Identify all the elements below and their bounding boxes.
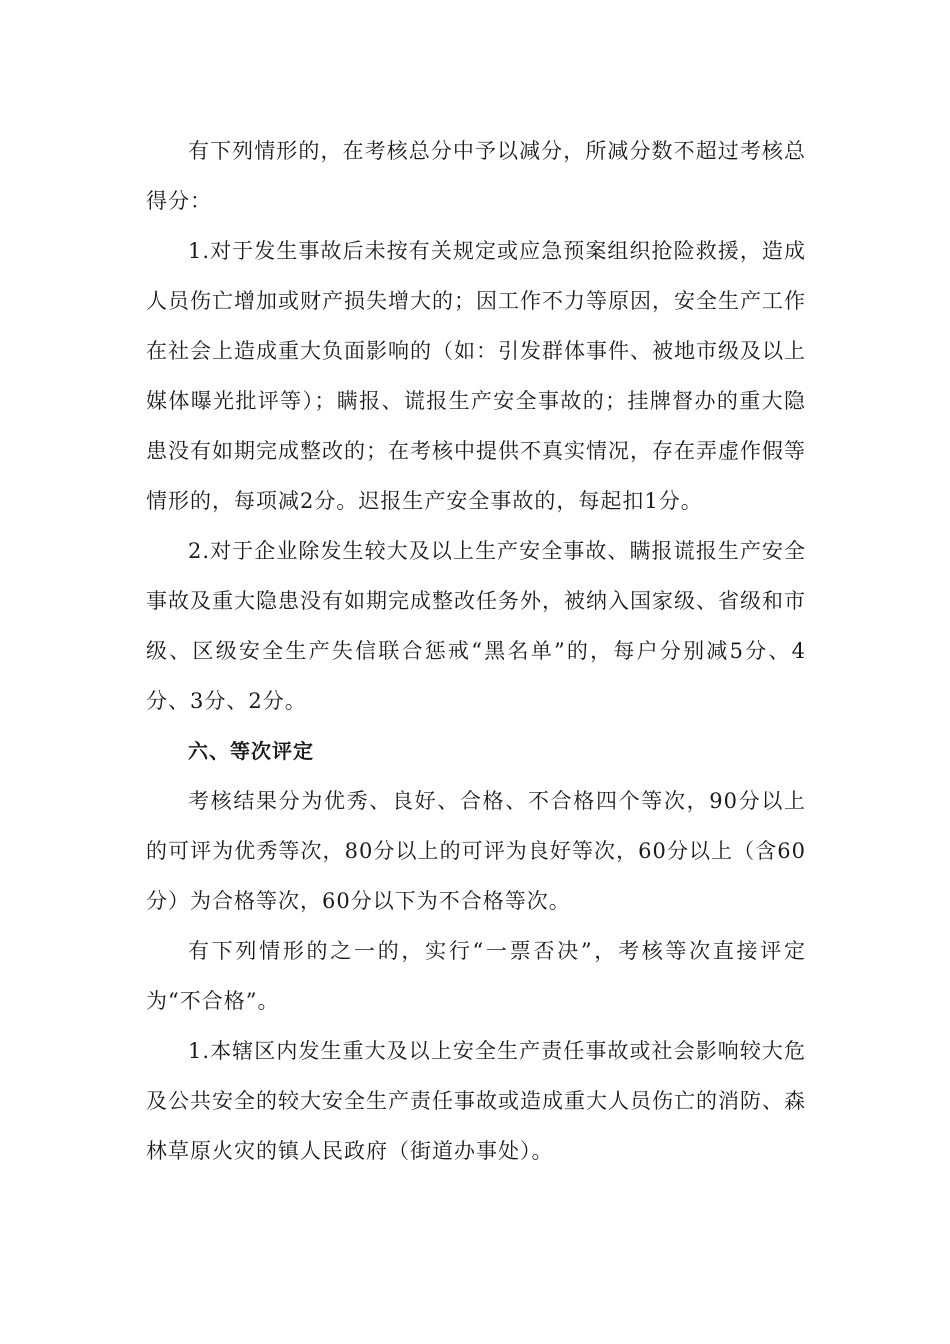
section-heading-grade-evaluation: 六、等次评定 bbox=[188, 739, 314, 763]
paragraph-deduction-intro: 有下列情形的，在考核总分中予以减分，所减分数不超过考核总得分： bbox=[146, 139, 806, 213]
paragraph-grade-levels: 考核结果分为优秀、良好、合格、不合格四个等次，90分以上的可评为优秀等次，80分以上的可评为良好等次，60分以上（含60分）为合格等次，60分以下为不合格等次。 bbox=[146, 789, 806, 913]
paragraph-veto-intro: 有下列情形的之一的，实行“一票否决”，考核等次直接评定为“不合格”。 bbox=[146, 939, 806, 1013]
paragraph-veto-item-1: 1.本辖区内发生重大及以上安全生产责任事故或社会影响较大危及公共安全的较大安全生产责任事故或造成重大人员伤亡的消防、森林草原火灾的镇人民政府（街道办事处）。 bbox=[146, 1039, 806, 1163]
document-body bbox=[146, 126, 806, 1176]
paragraph-deduction-item-1: 1.对于发生事故后未按有关规定或应急预案组织抢险救援，造成人员伤亡增加或财产损失增大的；因工作不力等原因，安全生产工作在社会上造成重大负面影响的（如：引发群体事件、被地市级及以上媒体曝光批评等）；瞒报、谎报生产安全事故的；挂牌督办的重大隐患没有如期完成整改的；在考核中提供不真实情况，存在弄虚作假等情形的，每项减2分。迟报生产安全事故的，每起扣1分。 bbox=[146, 239, 806, 513]
paragraph-deduction-item-2: 2.对于企业除发生较大及以上生产安全事故、瞒报谎报生产安全事故及重大隐患没有如期完成整改任务外，被纳入国家级、省级和市级、区级安全生产失信联合惩戒“黑名单”的，每户分别减5分、4分、3分、2分。 bbox=[146, 539, 806, 713]
